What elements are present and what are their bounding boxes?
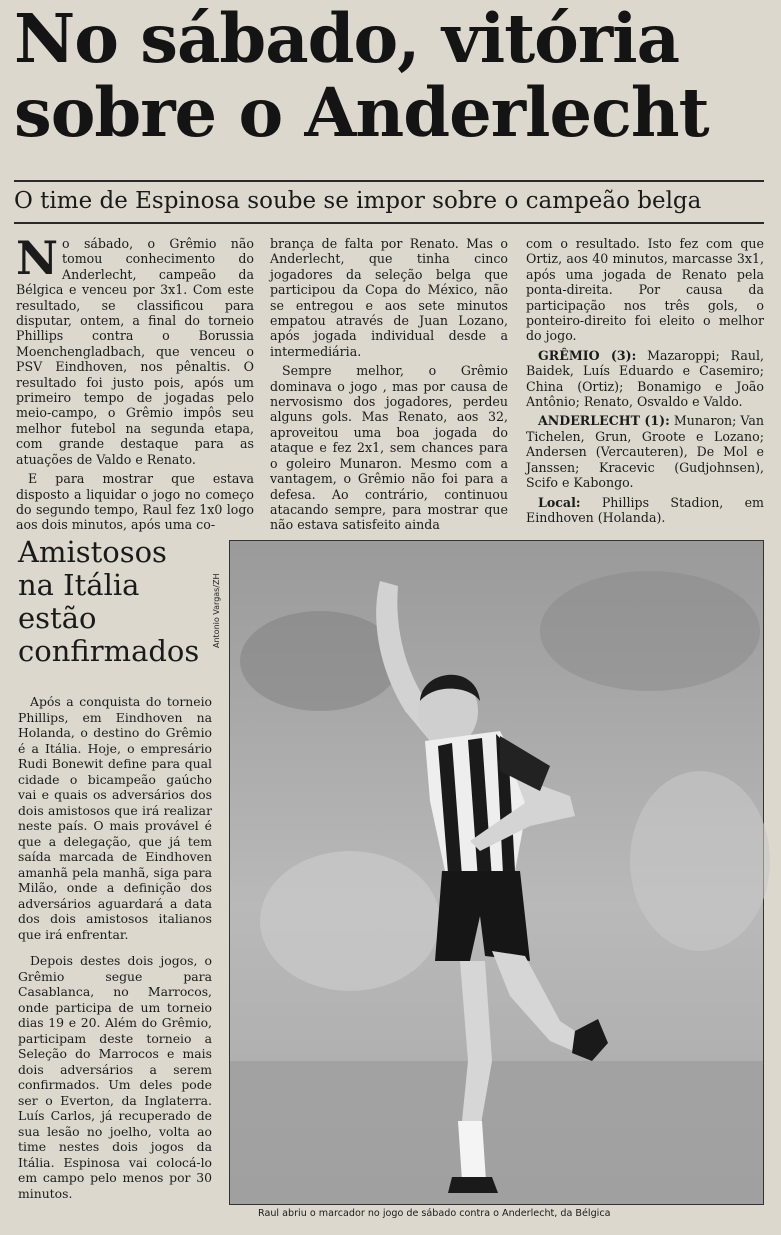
sidebar-title: Amistosos na Itália estão confirmados: [18, 535, 200, 668]
sidebar-paragraph: Depois destes dois jogos, o Grêmio segue para Casablanca, no Marrocos, onde participa de um torneio dias 19 e 20. Além do Grêmio, participam deste torneio a Seleção do Marrocos e mais dois adversários a serem confirmados. Um deles pode ser o Everton, da Inglaterra. Luís Carlos, já recuperado de sua lesão no joelho, volta ao time nestes dois jogos da Itália. Espinosa vai colocá-lo em campo pelo menos por 30 minutos.: [18, 953, 212, 1201]
article-text: o sábado, o Grêmio não tomou conhecimento do Anderlecht, campeão da Bélgica e venceu por 3x1. Com este resultado, se classificou para disputar, ontem, a final do torneio Phillips contra o Borussia Moenchengladbach, que venceu o PSV Eindhoven, nos pênaltis. O resultado foi justo pois, após um primeiro tempo de jogadas pelo meio-campo, o Grêmio impôs seu melhor futebol na segunda etapa, com grande destaque para as atuações de Valdo e Renato.: [16, 236, 254, 467]
venue-label: Local:: [538, 494, 581, 510]
drop-cap: N: [16, 231, 59, 285]
article-paragraph: brança de falta por Renato. Mas o Anderlecht, que tinha cinco jogadores da seleção belga que participou da Copa do México, não se entregou e aos sete minutos empatou através de Juan Lozano, após jogada individual desde a intermediária.: [270, 236, 508, 359]
top-rule: [14, 180, 764, 182]
article-column-3: [526, 236, 764, 525]
venue-text: Phillips Stadion, em Eindhoven (Holanda).: [526, 494, 764, 525]
player-photo: [229, 540, 764, 1205]
subheadline: O time de Espinosa soube se impor sobre o campeão belga: [14, 188, 702, 214]
sidebar-body: [18, 694, 212, 1218]
lineup-text: Mazaroppi; Raul, Baidek, Luís Eduardo e Casemiro; China (Ortiz); Bonamigo e João Antônio; Renato, Osvaldo e Valdo.: [526, 347, 764, 410]
photo-illustration: [230, 541, 763, 1204]
lineup-label: GRÊMIO (3):: [538, 347, 637, 363]
headline-line-2: sobre o Anderlecht: [14, 73, 709, 152]
lineup-gremio: [526, 348, 764, 410]
bottom-rule: [14, 222, 764, 224]
sidebar-paragraph: Após a conquista do torneio Phillips, em Eindhoven na Holanda, o destino do Grêmio é a Itália. Hoje, o empresário Rudi Bonewit define para qual cidade o bicampeão gaúcho vai e quais os adversários dos dois amistosos que irá realizar neste país. O mais provável é que a delegação, que já tem saída marcada de Eindhoven amanhã pela manhã, siga para Milão, onde a definição dos adversários aguardará a data dos dois amistosos italianos que irá enfrentar.: [18, 694, 212, 942]
photo-credit: Antonio Vargas/ZH: [212, 573, 221, 648]
photo-caption: Raul abriu o marcador no jogo de sábado contra o Anderlecht, da Bélgica: [258, 1208, 611, 1219]
lineup-anderlecht: [526, 413, 764, 490]
article-column-1: [16, 231, 254, 533]
article-paragraph: [16, 231, 254, 467]
article-paragraph: E para mostrar que estava disposto a liquidar o jogo no começo do segundo tempo, Raul fez 1x0 logo aos dois minutos, após uma co-: [16, 471, 254, 533]
headline-line-1: No sábado, vitória: [14, 0, 680, 78]
lineup-label: ANDERLECHT (1):: [538, 413, 670, 429]
article-column-2: [270, 236, 508, 533]
article-paragraph: Sempre melhor, o Grêmio dominava o jogo , mas por causa de nervosismo dos jogadores, perdeu alguns gols. Mas Renato, aos 32, aproveitou uma boa jogada do ataque e fez 2x1, sem chances para o goleiro Munaron. Mesmo com a vantagem, o Grêmio não foi para a defesa. Ao contrário, continuou atacando sempre, para mostrar que não estava satisfeito ainda: [270, 363, 508, 533]
lineup-text: Munaron; Van Tichelen, Grun, Groote e Lozano; Andersen (Vercauteren), De Mol e Janssen; Kracevic (Gudjohnsen), Scifo e Kabongo.: [526, 413, 764, 491]
headline: [14, 2, 774, 150]
match-venue: [526, 495, 764, 526]
article-paragraph: com o resultado. Isto fez com que Ortiz, aos 40 minutos, marcasse 3x1, após uma jogada de Renato pela ponta-direita. Por causa da participação nos três gols, o ponteiro-direito foi eleito o melhor do jogo.: [526, 236, 764, 344]
